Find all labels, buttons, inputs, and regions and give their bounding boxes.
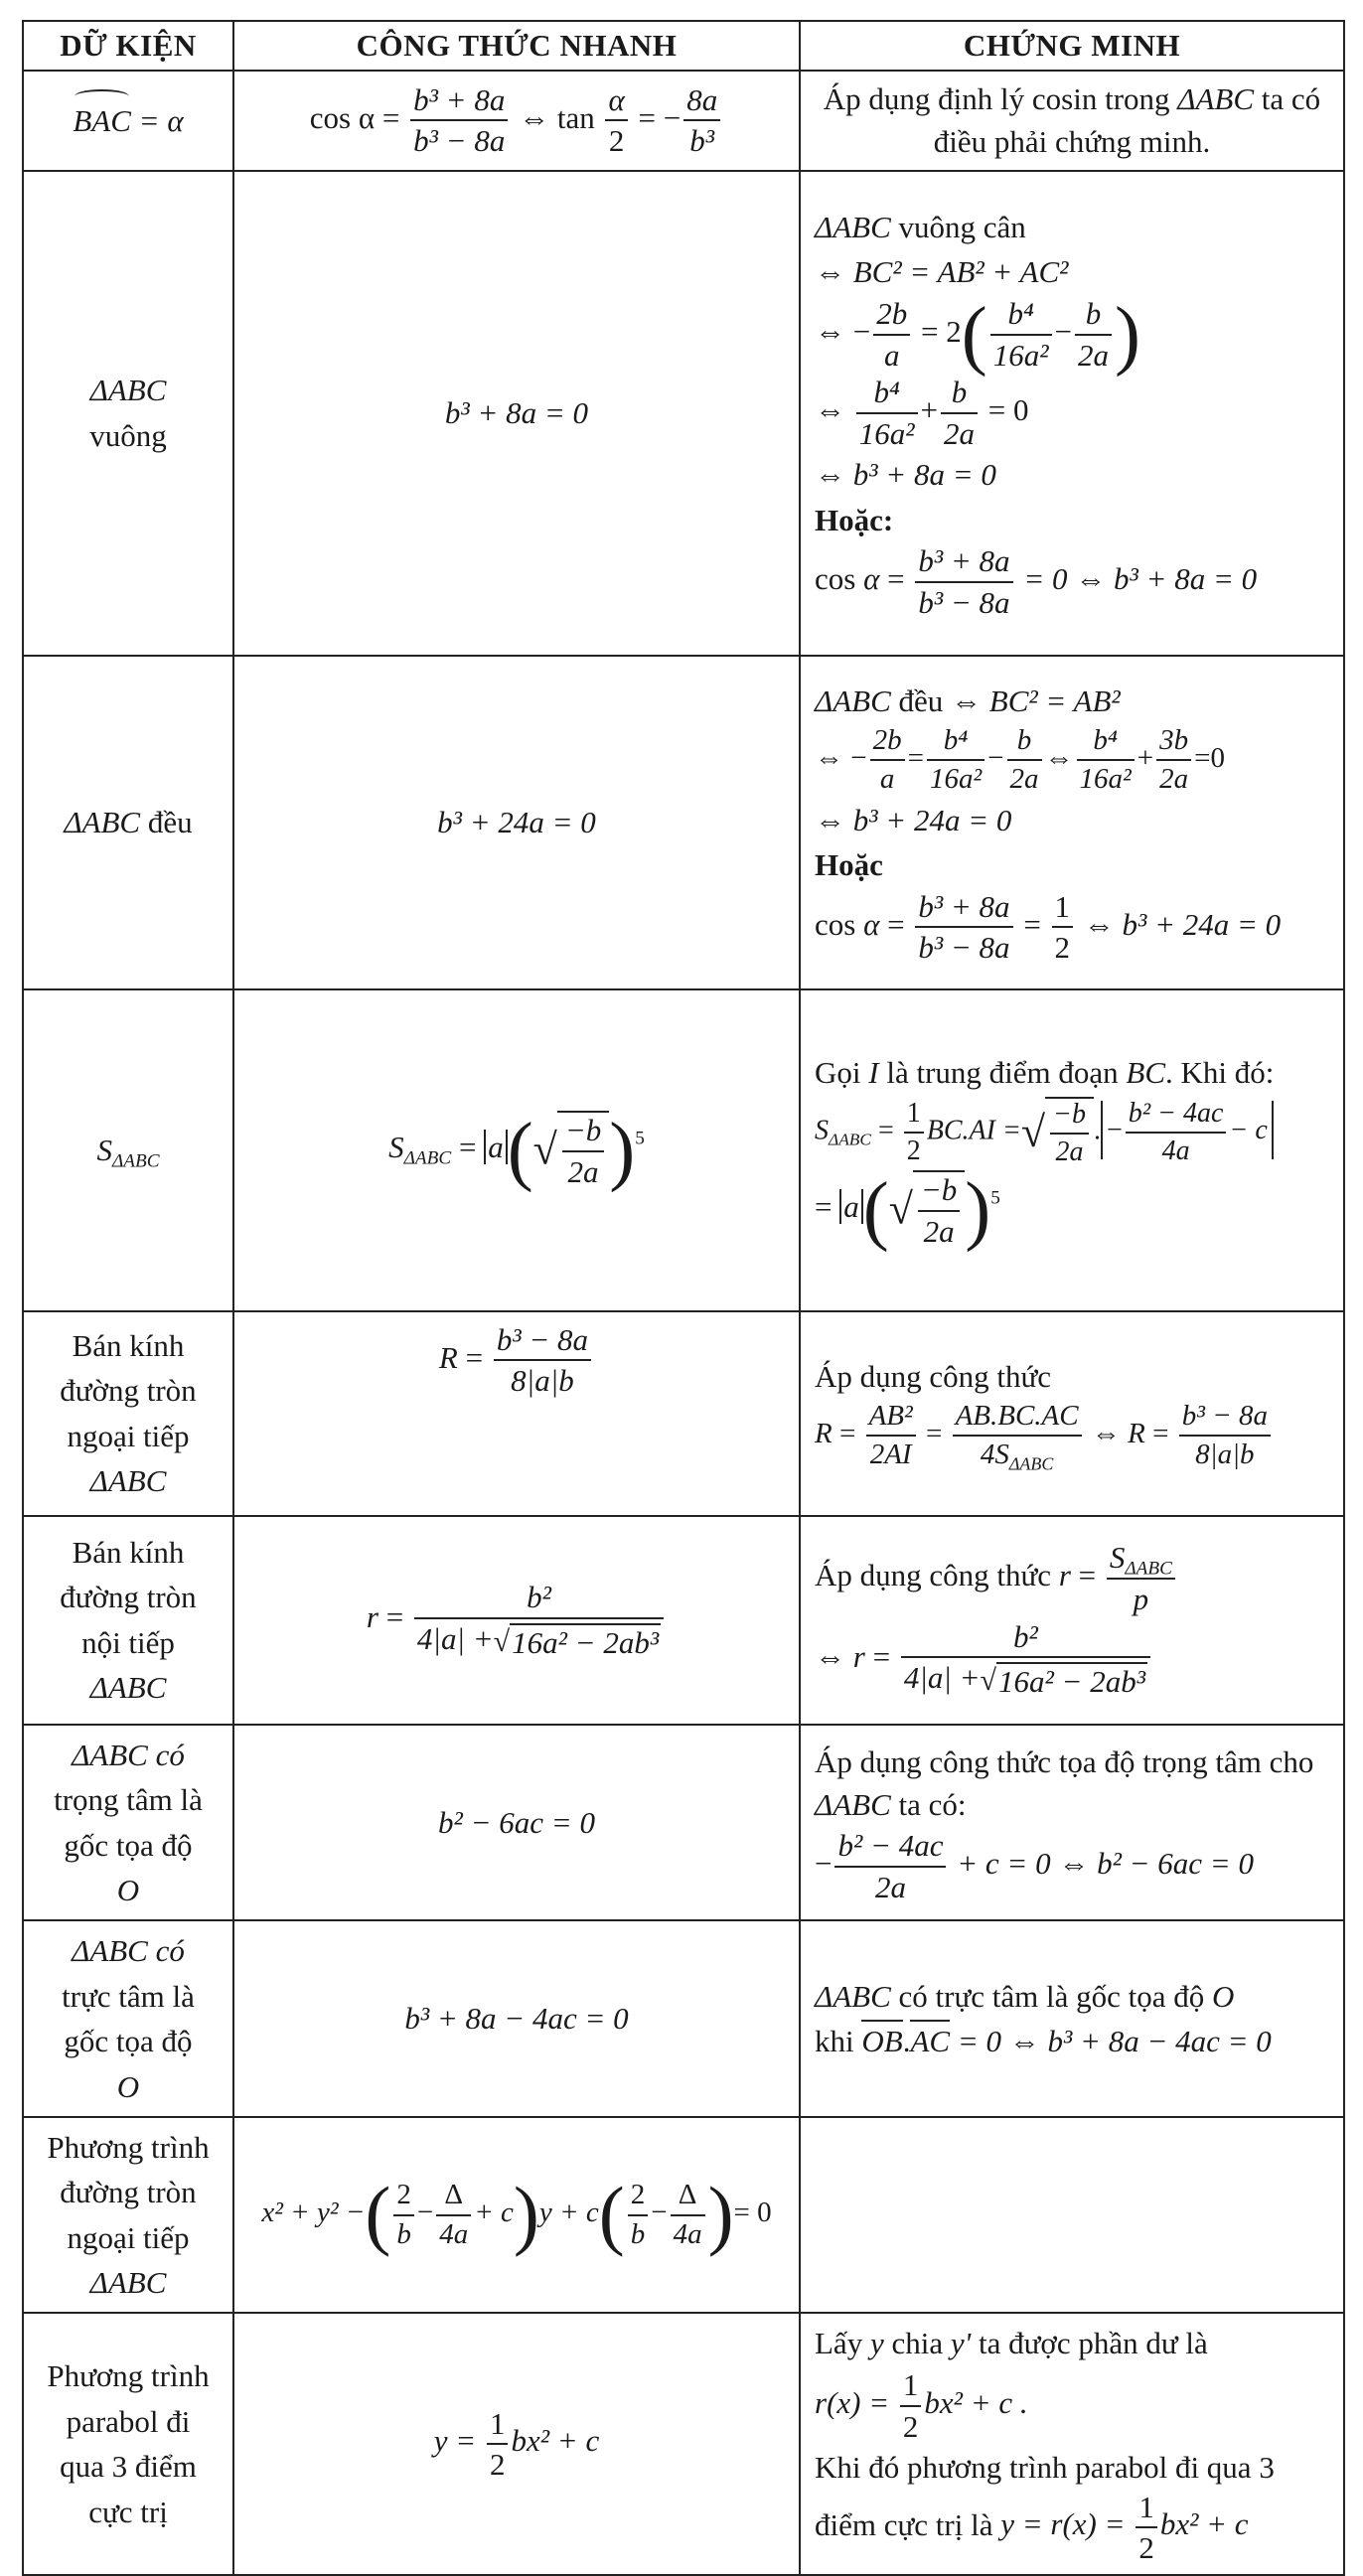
formula-text: b³ + 8a = 0 — [444, 395, 589, 431]
given-cell — [23, 2117, 233, 2314]
header-row — [23, 21, 1344, 71]
proof-text: ta có điều phải chứng minh. — [933, 81, 1321, 160]
given-line: ΔABC có — [72, 1737, 185, 1772]
fraction-numerator: b³ + 8a — [915, 889, 1012, 929]
fraction-numerator: AB.BC.AC — [953, 1400, 1082, 1437]
proof-text: Áp dụng định lý cosin trong — [823, 81, 1170, 116]
fraction-denominator: b — [396, 2217, 411, 2250]
fraction-denominator: 2a — [944, 415, 976, 451]
proof-cell: Gọi I là trung điểm đoạn BC. Khi đó: $S_{\Delta ABC}$ = $\frac{1}{2}$ BC.AI =√ $\frac{-b}{2a}$ . − $\frac{\text{b² − 4ac}}{4a}$ − c = a(√ $\frac{-b}{2a}$ )$^5$ — [800, 989, 1344, 1311]
vector-ac: AC — [910, 2020, 950, 2062]
area-subscript: ΔABC — [111, 1150, 160, 1172]
fraction-numerator: −b — [562, 1113, 604, 1152]
proof-step: bx² + c . — [924, 2384, 1028, 2420]
fraction-denominator: 16a² — [929, 763, 983, 796]
proof-cell — [800, 2313, 1344, 2574]
fraction-numerator: b² — [901, 1619, 1150, 1659]
fraction-numerator: 1 — [900, 2367, 922, 2407]
given-line: Phương trình — [47, 2358, 210, 2394]
table-row — [23, 1516, 1344, 1725]
fraction-denominator: b³ − 8a — [918, 930, 1010, 966]
header-proof: CHỨNG MINH — [800, 21, 1344, 71]
proof-text: ta được phần dư là — [979, 2326, 1208, 2361]
variable-y-prime: y' — [950, 2326, 972, 2361]
proof-text: Áp dụng công thức — [815, 1558, 1052, 1593]
given-line: Bán kính — [72, 1328, 185, 1363]
fraction-denominator: 16a² — [1079, 763, 1132, 796]
fraction-numerator: b² — [414, 1580, 664, 1619]
header-formula: CÔNG THỨC NHANH — [233, 21, 800, 71]
fraction-denominator: 2a — [874, 1869, 906, 1904]
proof-text: có trực tâm là gốc tọa độ — [898, 1978, 1205, 2014]
fraction-numerator: b⁴ — [856, 375, 918, 414]
fraction-denominator: 2 — [902, 2408, 919, 2444]
given-line: nội tiếp — [81, 1624, 175, 1660]
fraction-numerator: −b — [1050, 1099, 1089, 1135]
table-row — [23, 1725, 1344, 1921]
given-line: qua 3 điểm — [60, 2449, 197, 2485]
given-line: trực tâm là — [62, 1978, 195, 2014]
fraction-numerator: 1 — [1136, 2490, 1157, 2529]
fraction-numerator: S — [1109, 1540, 1126, 1576]
fraction-denominator: 4a — [673, 2217, 702, 2250]
fraction-denominator: 2 — [489, 2447, 506, 2483]
given-cell — [23, 1516, 233, 1725]
table-row — [23, 1920, 1344, 2117]
triangle-label: ΔABC — [89, 2265, 167, 2301]
or-label: Hoặc: — [815, 502, 894, 537]
formula-cell — [233, 656, 800, 989]
given-cell — [23, 1311, 233, 1516]
given-word: đều — [147, 805, 193, 840]
proof-step: + c = 0 ⇔ b² − 6ac = 0 — [957, 1846, 1254, 1882]
fraction-denominator: 2a — [1077, 337, 1109, 373]
fraction-numerator: b — [1007, 724, 1042, 761]
vector-ob: OB — [861, 2020, 902, 2062]
triangle-label: ΔABC — [89, 1670, 167, 1706]
cos-label: cos α — [309, 99, 376, 135]
proof-cell — [800, 2117, 1344, 2314]
fraction-numerator: 3b — [1156, 724, 1191, 761]
given-eq: = α — [138, 102, 184, 138]
given-line: đường tròn — [60, 1580, 197, 1615]
formula-cell: $S_{\Delta ABC} = a(√$ $\frac{-b}{2a}$ )$^5$ — [233, 989, 800, 1311]
formula-text: x² + y² − — [261, 2197, 366, 2229]
fraction-denominator: b³ — [689, 123, 715, 159]
triangle-label: ΔABC — [815, 210, 891, 245]
fraction-denominator: 2a — [1009, 763, 1039, 796]
fraction-numerator: b² − 4ac — [1126, 1098, 1227, 1134]
proof-cell: ΔABC có trực tâm là gốc tọa độ O khi OB.AC = 0 ⇔ b³ + 8a − 4ac = 0 — [800, 1920, 1344, 2117]
proof-step: ⇔ b³ + 8a = 0 — [815, 457, 996, 493]
point-label: I — [868, 1055, 879, 1091]
fraction-numerator: 2 — [393, 2179, 414, 2215]
fraction-denominator: 2 — [1054, 930, 1071, 966]
formula-text: = 0 — [733, 2197, 772, 2229]
fraction-denominator: 2AI — [869, 1439, 912, 1471]
area-subscript: ΔABC — [403, 1147, 452, 1169]
area-symbol: S — [96, 1133, 112, 1168]
proof-text: ta có: — [898, 1786, 967, 1822]
fraction-denominator: 2a — [1055, 1136, 1084, 1167]
given-word: vuông — [89, 417, 167, 453]
given-line: gốc tọa độ — [64, 1827, 193, 1863]
given-line: Phương trình — [47, 2129, 210, 2165]
fraction-numerator: −b — [918, 1172, 960, 1212]
fraction-numerator: AB² — [866, 1400, 916, 1437]
formula-cell: cos α = $\frac{\text{b³ + 8a}}{\text{b³ − 8a}}$ ⇔ tan $\frac{\alpha}{2}$ = − $\frac{8a}{\text{b³}}$ — [233, 71, 800, 171]
fraction-denominator: 4|a| + — [903, 1660, 981, 1696]
exponent: 5 — [990, 1187, 1000, 1209]
proof-text: Khi đó phương trình parabol đi qua 3 điểm cực trị là — [815, 2450, 1275, 2542]
given-cell — [23, 989, 233, 1311]
triangle-label: ΔABC — [815, 1978, 891, 2014]
fraction-numerator: b³ − 8a — [494, 1322, 591, 1362]
given-line: parabol đi — [66, 2403, 191, 2439]
given-cell — [23, 2313, 233, 2574]
fraction-denominator: 8|a|b — [1195, 1439, 1255, 1471]
proof-text: Áp dụng công thức — [815, 1358, 1052, 1394]
given-cell — [23, 656, 233, 989]
formula-cell: R = $\frac{\text{b³ − 8a}}{8|a|b}$ — [233, 1311, 800, 1516]
proof-cell: ΔABC vuông cân ⇔ BC² = AB² + AC² ⇔ − $\frac{2b}{a}$ = 2( $\frac{\text{b⁴}}{\text{16a²}}$ − $\frac{b}{2a}$ ) ⇔ $\frac{\text{b⁴}}{\text{16a²}}$ + $\frac{b}{2a}$ = 0 ⇔ b³ + 8a = 0 Hoặc: cos α = $\frac{\text{b³ + 8a}}{\text{b³ − 8a}}$ = 0 ⇔ b³ + 8a = 0 — [800, 171, 1344, 656]
fraction-numerator: b — [941, 375, 978, 414]
fraction-denominator: 2a — [923, 1213, 955, 1249]
fraction-numerator: 2 — [628, 2179, 649, 2215]
fraction-denominator: b³ − 8a — [918, 584, 1010, 620]
proof-cell: ΔABC đều ⇔ BC² = AB² ⇔ − $\frac{2b}{a}$ = $\frac{\text{b⁴}}{\text{16a²}}$ − $\frac{b}{2a}$ ⇔ $\frac{\text{b⁴}}{\text{16a²}}$ + $\frac{3b}{2a}$ =0 ⇔ b³ + 24a = 0 Hoặc cos α = $\frac{\text{b³ + 8a}}{\text{b³ − 8a}}$ = $\frac{1}{2}$ ⇔ b³ + 24a = 0 — [800, 656, 1344, 989]
proof-text: Gọi — [815, 1055, 861, 1091]
fraction-denominator: 16a² — [858, 415, 915, 451]
fraction-denominator: 2a — [567, 1153, 599, 1189]
proof-text: đều — [898, 682, 944, 718]
proof-cell: Áp dụng công thức r = $\frac{S_{\Delta ABC}}{p}$ ⇔ r = $\frac{\text{b²}}{\text{4|a| +√16a² − 2ab³}}$ — [800, 1516, 1344, 1725]
proof-step: ⇔ BC² = AB² — [951, 682, 1121, 718]
given-line: đường tròn — [60, 2175, 197, 2210]
formula-cell — [233, 1920, 800, 2117]
triangle-label: ΔABC — [1177, 81, 1255, 116]
formula-text: b³ + 24a = 0 — [437, 805, 596, 840]
given-line: cực trị — [88, 2494, 168, 2529]
header-given: DỮ KIỆN — [23, 21, 233, 71]
fraction-denominator: 2 — [608, 123, 625, 159]
formula-cell — [233, 1725, 800, 1921]
proof-step: ⇔ b³ + 24a = 0 — [815, 802, 1012, 837]
fraction-numerator: b³ + 8a — [410, 82, 508, 122]
formula-cell: x² + y² −( $\frac{2}{b}$ − $\frac{\Delta}{4a}$ + c)y + c( $\frac{2}{b}$ − $\frac{\Delta}{4a}$ )= 0 — [233, 2117, 800, 2314]
fraction-numerator: b⁴ — [927, 724, 984, 761]
given-line: ngoại tiếp — [67, 2219, 190, 2255]
table-row — [23, 71, 1344, 171]
given-line: Bán kính — [72, 1535, 185, 1570]
fraction-denominator: 2a — [1159, 763, 1189, 796]
fraction-numerator: b⁴ — [1077, 724, 1135, 761]
fraction-numerator: b — [1075, 296, 1112, 336]
fraction-numerator: 1 — [904, 1098, 924, 1134]
table-row — [23, 2313, 1344, 2574]
formula-cell — [233, 2313, 800, 2574]
proof-cell: Áp dụng công thức R = $\frac{\text{AB²}}{2AI}$ = $\frac{AB.BC.AC}{4S_{\Delta ABC}}$ ⇔ R = $\frac{\text{b³ − 8a}}{8|a|b}$ — [800, 1311, 1344, 1516]
proof-step: y = r(x) = — [1000, 2506, 1126, 2542]
formula-text: y = — [433, 2423, 477, 2459]
table-row — [23, 989, 1344, 1311]
proof-cell — [800, 71, 1344, 171]
exponent: 5 — [635, 1128, 645, 1149]
given-cell — [23, 71, 233, 171]
segment-label: BC — [1126, 1055, 1166, 1091]
triangle-label: ΔABC — [64, 805, 141, 840]
tan-label: tan — [556, 99, 595, 135]
point-label: O — [1212, 1978, 1235, 2014]
triangle-label: ΔABC — [815, 1786, 891, 1822]
proof-text: khi — [815, 2024, 854, 2059]
fraction-numerator: Δ — [671, 2179, 705, 2215]
area-subscript: ΔABC — [1125, 1559, 1172, 1581]
area-subscript: ΔABC — [1008, 1453, 1054, 1474]
proof-text: chia — [891, 2326, 944, 2361]
proof-step: ⇔ BC² = AB² + AC² — [815, 254, 1069, 290]
fraction-numerator: 8a — [683, 82, 720, 122]
given-cell — [23, 171, 233, 656]
triangle-label: ΔABC — [89, 1463, 167, 1499]
fraction-denominator: 4a — [439, 2217, 469, 2250]
fraction-denominator: 4S — [980, 1439, 1009, 1471]
given-line: đường tròn — [60, 1373, 197, 1409]
area-symbol: S — [388, 1129, 404, 1164]
proof-text: Lấy — [815, 2326, 863, 2361]
fraction-numerator: b⁴ — [990, 296, 1052, 336]
proof-step: BC.AI = — [926, 1115, 1021, 1146]
given-cell — [23, 1725, 233, 1921]
formula-text: b² − 6ac = 0 — [438, 1804, 595, 1840]
angle-bac: BAC — [73, 99, 131, 142]
fraction-denominator: b³ − 8a — [413, 123, 506, 159]
fraction-denominator: 16a² — [992, 337, 1049, 373]
table-row — [23, 656, 1344, 989]
proof-step: ⇔ b³ + 24a = 0 — [1083, 906, 1282, 942]
proof-text: . Khi đó: — [1165, 1055, 1275, 1091]
point-label: O — [116, 2068, 140, 2104]
given-line: trọng tâm là — [54, 1782, 203, 1818]
fraction-denominator: a — [879, 763, 895, 796]
proof-step: r(x) = — [815, 2384, 890, 2420]
formula-text: + c — [474, 2197, 514, 2229]
given-line: gốc tọa độ — [64, 2024, 193, 2059]
formula-cell: r = $\frac{\text{b²}}{\text{4|a| +√16a² − 2ab³}}$ — [233, 1516, 800, 1725]
fraction-numerator: 2b — [873, 296, 910, 336]
fraction-denominator: 8|a|b — [511, 1363, 574, 1399]
given-cell — [23, 1920, 233, 2117]
fraction-denominator: a — [883, 337, 900, 373]
fraction-denominator: 2 — [906, 1135, 921, 1166]
point-label: O — [116, 1872, 140, 1907]
given-line: ngoại tiếp — [67, 1418, 190, 1453]
proof-cell: Áp dụng công thức tọa độ trọng tâm cho ΔABC ta có: − $\frac{\text{b² − 4ac}}{2a}$ + c = 0 ⇔ b² − 6ac = 0 — [800, 1725, 1344, 1921]
proof-text: vuông cân — [898, 210, 1026, 245]
fraction-numerator: b² − 4ac — [834, 1828, 946, 1868]
fraction-denominator: p — [1133, 1582, 1149, 1617]
fraction-denominator: 4|a| + — [416, 1620, 494, 1656]
formula-text: y + c — [538, 2197, 599, 2229]
fraction-numerator: b³ − 8a — [1179, 1400, 1271, 1437]
fraction-numerator: 1 — [1052, 889, 1074, 929]
formula-cell — [233, 171, 800, 656]
proof-step: = 0 ⇔ b³ + 8a − 4ac = 0 — [957, 2024, 1272, 2059]
table-row — [23, 171, 1344, 656]
fraction-numerator: 2b — [870, 724, 905, 761]
proof-step: = 0 ⇔ b³ + 8a = 0 — [1023, 560, 1258, 596]
variable-y: y — [869, 2326, 884, 2361]
fraction-denominator: 4a — [1161, 1135, 1190, 1166]
table-row — [23, 1311, 1344, 1516]
formula-text: b³ + 8a − 4ac = 0 — [404, 2001, 629, 2037]
fraction-numerator: α — [605, 82, 627, 122]
or-label: Hoặc — [815, 847, 883, 883]
fraction-numerator: 1 — [487, 2406, 509, 2446]
proof-step: − c — [1229, 1115, 1268, 1146]
formula-table — [22, 20, 1345, 2576]
fraction-denominator: b — [630, 2217, 646, 2250]
proof-text: Áp dụng công thức tọa độ trọng tâm cho — [815, 1743, 1314, 1779]
given-line: ΔABC có — [72, 1933, 185, 1969]
proof-text: là trung điểm đoạn — [886, 1055, 1119, 1091]
table-row — [23, 2117, 1344, 2314]
triangle-label: ΔABC — [89, 373, 167, 408]
fraction-numerator: Δ — [436, 2179, 471, 2215]
formula-text: bx² + c — [511, 2423, 600, 2459]
fraction-numerator: b³ + 8a — [915, 543, 1012, 583]
proof-step: bx² + c — [1159, 2506, 1249, 2542]
fraction-denominator: 2 — [1138, 2530, 1154, 2566]
sqrt-term: 16a² − 2ab³ — [998, 1664, 1146, 1700]
triangle-label: ΔABC — [815, 682, 891, 718]
sqrt-term: 16a² − 2ab³ — [512, 1624, 660, 1660]
